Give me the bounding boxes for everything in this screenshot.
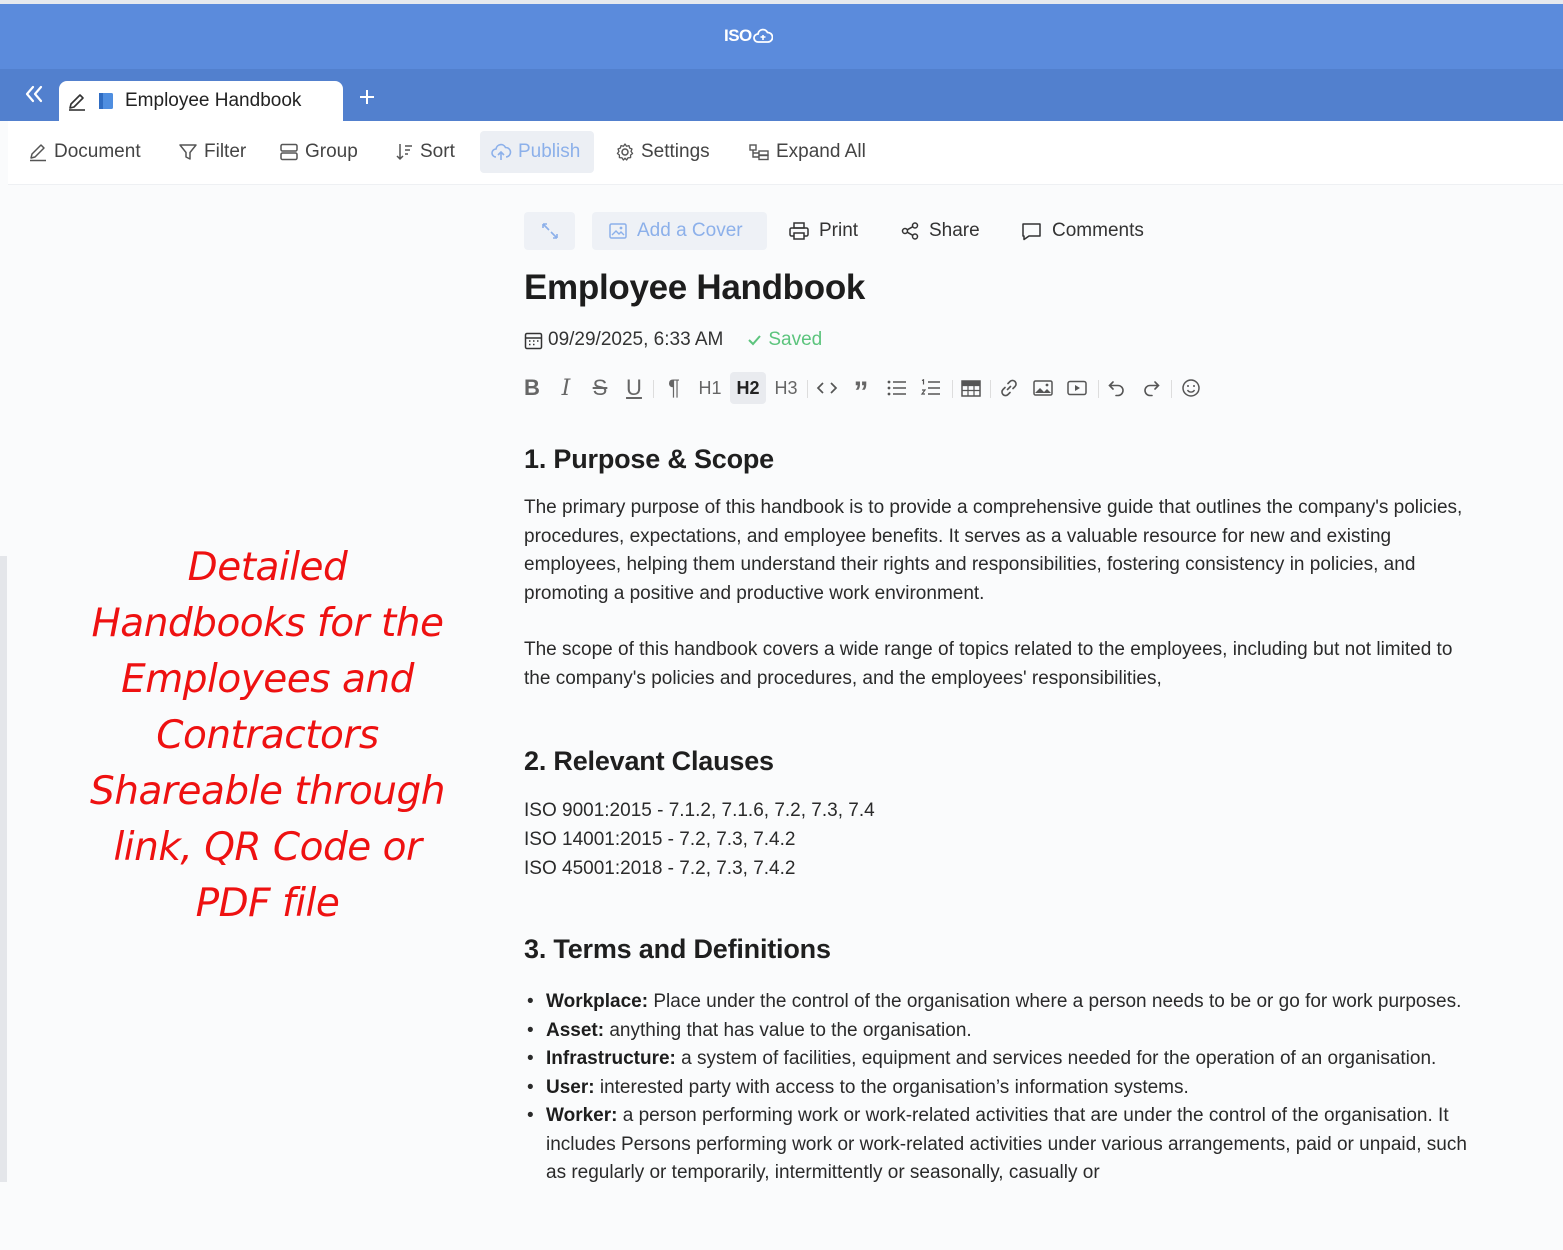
sort-label: Sort [420, 141, 455, 162]
group-label: Group [305, 141, 358, 162]
link-icon [999, 378, 1019, 398]
share-button[interactable] [900, 212, 980, 250]
table-icon [960, 379, 982, 397]
bullet-list-icon [886, 379, 908, 397]
calendar-icon [524, 331, 543, 350]
publish-button[interactable] [480, 131, 594, 173]
link-button[interactable] [996, 372, 1022, 404]
expand-tree-icon [748, 142, 770, 162]
h1-label: H1 [698, 377, 722, 398]
gear-icon [615, 142, 635, 162]
separator [952, 380, 953, 398]
pilcrow-icon: ¶ [668, 375, 680, 400]
quote-icon: ” [853, 376, 869, 409]
definitions-list [524, 988, 1474, 1188]
insert-video-button[interactable] [1064, 372, 1090, 404]
share-icon [900, 221, 920, 241]
smiley-icon [1181, 378, 1201, 398]
image-icon [1032, 379, 1054, 397]
print-button[interactable] [788, 212, 858, 250]
paragraph: The scope of this handbook covers a wide range of topics related to the employees, including but not limited to the company's policies and procedures, and the employees' responsibilities, [524, 639, 1453, 689]
add-cover-label: Add a Cover [637, 220, 743, 241]
insert-image-button[interactable] [1030, 372, 1056, 404]
fullscreen-button[interactable] [524, 212, 575, 250]
code-button[interactable] [814, 372, 840, 404]
tab-employee-handbook[interactable] [59, 81, 343, 121]
group-button[interactable] [269, 131, 368, 173]
table-button[interactable] [958, 372, 984, 404]
redo-button[interactable] [1138, 372, 1164, 404]
cloud-upload-icon [490, 142, 512, 162]
logo-text: ISO [724, 26, 752, 45]
definition-term: Infrastructure: [546, 1048, 676, 1069]
h2-button[interactable] [730, 372, 766, 404]
redo-icon [1141, 378, 1161, 398]
code-icon [816, 380, 838, 396]
definition-term: Workplace: [546, 991, 649, 1012]
comments-button[interactable] [1021, 212, 1144, 250]
h3-label: H3 [774, 377, 798, 398]
undo-button[interactable] [1104, 372, 1130, 404]
definition-text: a system of facilities, equipment and services needed for the operation of an organisation. [675, 1048, 1437, 1069]
section-heading: 3. Terms and Definitions [524, 934, 831, 964]
separator [807, 380, 808, 398]
bullet-list-button[interactable] [884, 372, 910, 404]
section-heading: 1. Purpose & Scope [524, 444, 774, 474]
definition-text: a person performing work or work-related activities that are under the control of the organisation. It includes Persons performing work or work-related activities under various arrangements, paid or unpaid, such as regularly or temporarily, intermittently or seasonally, casually or [546, 1105, 1467, 1183]
document-date: 09/29/2025, 6:33 AM [548, 329, 724, 350]
separator [1171, 380, 1172, 398]
definition-term: Worker: [546, 1105, 618, 1126]
italic-icon: I [561, 375, 571, 401]
list-item [524, 1102, 1474, 1188]
emoji-button[interactable] [1178, 372, 1204, 404]
definition-term: Asset: [546, 1019, 605, 1041]
filter-label: Filter [204, 141, 247, 162]
definition-term: User: [546, 1076, 595, 1098]
definition-text: interested party with access to the organisation’s information systems. [594, 1076, 1189, 1098]
definition-text: Place under the control of the organisation where a person needs to be or go for work purposes. [648, 991, 1462, 1012]
sort-icon [394, 142, 414, 162]
sort-button[interactable] [384, 131, 465, 173]
clause-line: ISO 45001:2018 - 7.2, 7.3, 7.4.2 [524, 858, 796, 879]
section-heading: 2. Relevant Clauses [524, 746, 774, 776]
collapse-sidebar-button[interactable] [18, 79, 50, 109]
check-icon [747, 334, 762, 346]
image-icon [608, 221, 628, 241]
underline-icon: U [626, 375, 642, 400]
expand-arrows-icon [540, 221, 560, 241]
list-item [524, 1045, 1474, 1074]
promo-annotation: Detailed Handbooks for the Employees and Contractors Shareable through link, QR Code or PDF file [90, 545, 445, 926]
list-item [524, 1017, 1474, 1046]
group-icon [279, 142, 299, 162]
underline-button[interactable] [622, 372, 646, 404]
saved-label: Saved [768, 329, 823, 350]
definition-text: anything that has value to the organisation. [604, 1019, 972, 1041]
clause-line: ISO 14001:2015 - 7.2, 7.3, 7.4.2 [524, 829, 796, 850]
settings-button[interactable] [605, 131, 720, 173]
comment-icon [1021, 221, 1043, 241]
video-icon [1066, 379, 1088, 397]
comments-label: Comments [1052, 220, 1144, 241]
expand-all-label: Expand All [776, 141, 866, 162]
separator [990, 380, 991, 398]
italic-button[interactable] [554, 372, 578, 404]
saved-status [747, 329, 822, 351]
pencil-icon [28, 142, 48, 162]
expand-all-button[interactable] [738, 131, 876, 173]
clause-line: ISO 9001:2015 - 7.1.2, 7.1.6, 7.2, 7.3, 7.4 [524, 800, 875, 821]
strikethrough-button[interactable] [588, 372, 612, 404]
h3-button[interactable] [771, 372, 801, 404]
strikethrough-icon: S [592, 375, 608, 400]
cloud-logo-icon [753, 27, 773, 45]
bold-button[interactable] [520, 372, 544, 404]
separator [1098, 380, 1099, 398]
list-item [524, 988, 1474, 1017]
tab-bar [0, 69, 1563, 121]
app-logo[interactable] [724, 26, 773, 46]
undo-icon [1107, 378, 1127, 398]
document-label: Document [54, 141, 141, 162]
separator [653, 380, 654, 398]
tab-label: Employee Handbook [125, 90, 302, 111]
formatting-toolbar [520, 372, 1210, 409]
numbered-list-icon [920, 379, 942, 397]
filter-icon [178, 142, 198, 162]
share-label: Share [929, 220, 980, 241]
add-cover-button[interactable] [592, 212, 767, 250]
document-meta [524, 328, 822, 352]
document-title[interactable]: Employee Handbook [524, 268, 866, 307]
double-chevron-left-icon [23, 84, 45, 104]
print-label: Print [819, 220, 859, 241]
blockquote-button[interactable] [848, 372, 874, 409]
bold-icon: B [524, 375, 540, 400]
left-scroll-edge[interactable] [0, 556, 7, 1182]
document-button[interactable] [18, 131, 151, 173]
paragraph: The primary purpose of this handbook is to provide a comprehensive guide that outlines the company's policies, procedures, expectations, and employee benefits. It serves as a valuable resource for new and existing employees, helping them understand their rights and responsibilities, fostering consistency in policies, and promoting a positive and productive work environment. [524, 497, 1463, 604]
add-tab-button[interactable] [355, 85, 379, 109]
edit-pencil-icon[interactable] [67, 91, 87, 111]
paragraph-button[interactable] [662, 372, 686, 404]
view-toolbar [8, 121, 1563, 185]
h2-label: H2 [736, 377, 760, 398]
settings-label: Settings [641, 141, 710, 162]
filter-button[interactable] [168, 131, 256, 173]
h1-button[interactable] [695, 372, 725, 404]
plus-icon [359, 89, 375, 105]
list-item [524, 1074, 1474, 1103]
book-icon [97, 91, 115, 111]
app-header [0, 0, 1563, 69]
printer-icon [788, 221, 810, 241]
numbered-list-button[interactable] [918, 372, 944, 404]
publish-label: Publish [518, 141, 581, 162]
